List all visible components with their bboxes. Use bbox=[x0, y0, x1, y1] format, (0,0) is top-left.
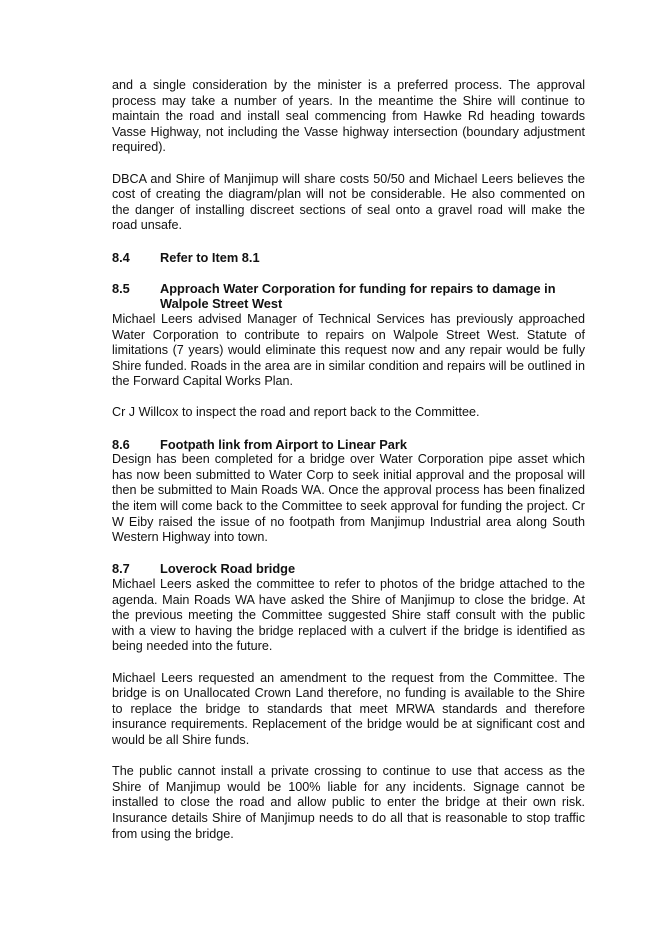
paragraph-cost-sharing: DBCA and Shire of Manjimup will share costs 50/50 and Michael Leers believes the cost of creating the diagram/plan will not be considerable. He also commented on the danger of installing discreet sections of seal onto a gravel road will make the road unsafe. bbox=[112, 171, 585, 233]
section-8-5-paragraph-1: Michael Leers advised Manager of Technical Services has previously approached Water Corporation to contribute to repairs on Walpole Street West. Statute of limitations (7 years) would eliminate this request now and any repair would be fully Shire funded. Roads in the area are in similar condition and repairs will be outlined in the Forward Capital Works Plan. bbox=[112, 311, 585, 389]
section-number: 8.5 bbox=[112, 280, 130, 296]
section-number: 8.4 bbox=[112, 249, 130, 265]
section-8-5-paragraph-2: Cr J Willcox to inspect the road and report back to the Committee. bbox=[112, 405, 480, 420]
section-number: 8.7 bbox=[112, 561, 130, 577]
section-8-7-paragraph-1: Michael Leers asked the committee to refer to photos of the bridge attached to the agenda. Main Roads WA have asked the Shire of Manjimup to close the bridge. At the previous meeting the Committee suggested Shire staff consult with the public with a view to having the bridge replaced with a culvert if the bridge is identified as being needed into the future. bbox=[112, 577, 585, 654]
section-8-7-paragraph-2: Michael Leers requested an amendment to the request from the Committee. The bridge is on Unallocated Crown Land therefore, no funding is available to the Shire to replace the bridge to standards that meet MRWA standards and therefore insurance requirements. Replacement of the bridge would be at significant cost and would be all Shire funds. bbox=[112, 670, 585, 747]
section-8-7-heading bbox=[112, 561, 585, 577]
section-8-6-heading bbox=[112, 437, 585, 453]
section-8-5-heading bbox=[112, 281, 585, 312]
section-title: Approach Water Corporation for funding for repairs to damage in Walpole Street West bbox=[160, 280, 556, 312]
section-title: Loverock Road bridge bbox=[160, 561, 296, 577]
section-8-4-heading bbox=[112, 250, 585, 266]
section-8-6-paragraph-1: Design has been completed for a bridge over Water Corporation pipe asset which has now been submitted to Water Corp to seek initial approval and the proposal will then be submitted to Main Roads WA. Once the approval process has been finalized the item will come back to the Committee to seek approval for funding the project. Cr W Eiby raised the issue of no footpath from Manjimup Industrial area along South Western Highway into town. bbox=[112, 452, 585, 545]
paragraph-approval-process: and a single consideration by the minister is a preferred process. The approval process may take a number of years. In the meantime the Shire will continue to maintain the road and install seal commencing from Hawke Rd heading towards Vasse Highway, not including the Vasse highway intersection (boundary adjustment required). bbox=[112, 78, 585, 155]
section-number: 8.6 bbox=[112, 436, 130, 452]
section-title: Footpath link from Airport to Linear Park bbox=[160, 436, 407, 452]
section-title: Refer to Item 8.1 bbox=[160, 249, 260, 265]
section-8-7-paragraph-3: The public cannot install a private crossing to continue to use that access as the Shire of Manjimup would be 100% liable for any incidents. Signage cannot be installed to close the road and allow public to enter the bridge at their own risk. Insurance details Shire of Manjimup needs to do all that is reasonable to stop traffic from using the bridge. bbox=[112, 764, 585, 841]
